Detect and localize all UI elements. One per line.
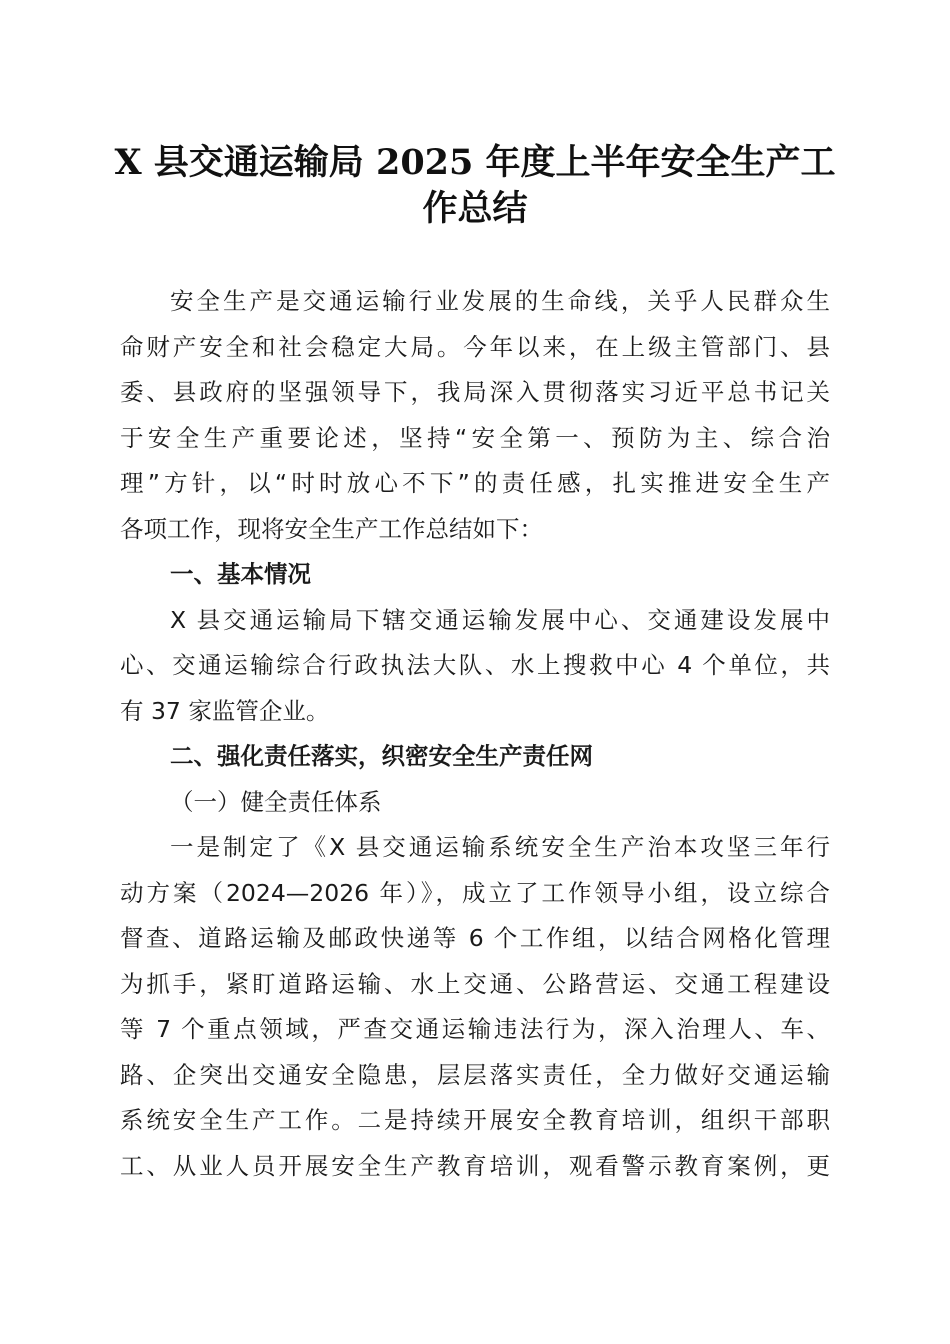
subsection-heading-1: （一）健全责任体系 [170,787,382,816]
resp-line: 系统安全生产工作。二是持续开展安全教育培训，组织干部职 [120,1106,830,1134]
intro-line: 理”方针，以“时时放心不下”的责任感，扎实推进安全生产 [120,469,830,497]
resp-line: 为抓手，紧盯道路运输、水上交通、公路营运、交通工程建设 [120,969,830,998]
title-line-1: X 县交通运输局 2025 年度上半年安全生产工 [114,142,836,183]
resp-line: 路、企突出交通安全隐患，层层落实责任，全力做好交通运输 [120,1060,830,1089]
document-body [120,279,830,1189]
document-title [100,140,850,232]
intro-line: 命财产安全和社会稳定大局。今年以来，在上级主管部门、县 [120,332,830,361]
intro-line: 于安全生产重要论述，坚持“安全第一、预防为主、综合治 [120,423,830,452]
resp-line: 等 7 个重点领域，严查交通运输违法行为，深入治理人、车、 [120,1015,830,1043]
basic-line: 心、交通运输综合行政执法大队、水上搜救中心 4 个单位，共 [120,651,830,679]
basic-line: X 县交通运输局下辖交通运输发展中心、交通建设发展中 [170,605,830,634]
section-heading-2: 二、强化责任落实，织密安全生产责任网 [170,742,593,770]
resp-line: 督查、道路运输及邮政快递等 6 个工作组，以结合网格化管理 [120,924,830,952]
resp-line: 工、从业人员开展安全生产教育培训，观看警示教育案例，更 [120,1151,830,1180]
resp-line: 动方案（2024—2026 年）》，成立了工作领导小组，设立综合 [120,878,830,907]
title-line-2: 作总结 [422,188,528,229]
resp-line: 一是制定了《X 县交通运输系统安全生产治本攻坚三年行 [170,833,830,861]
intro-line: 各项工作，现将安全生产工作总结如下： [120,514,543,543]
basic-line: 有 37 家监管企业。 [120,696,330,725]
intro-line: 委、县政府的坚强领导下，我局深入贯彻落实习近平总书记关 [120,378,830,406]
intro-line: 安全生产是交通运输行业发展的生命线，关乎人民群众生 [170,287,830,315]
section-heading-1: 一、基本情况 [170,560,311,588]
